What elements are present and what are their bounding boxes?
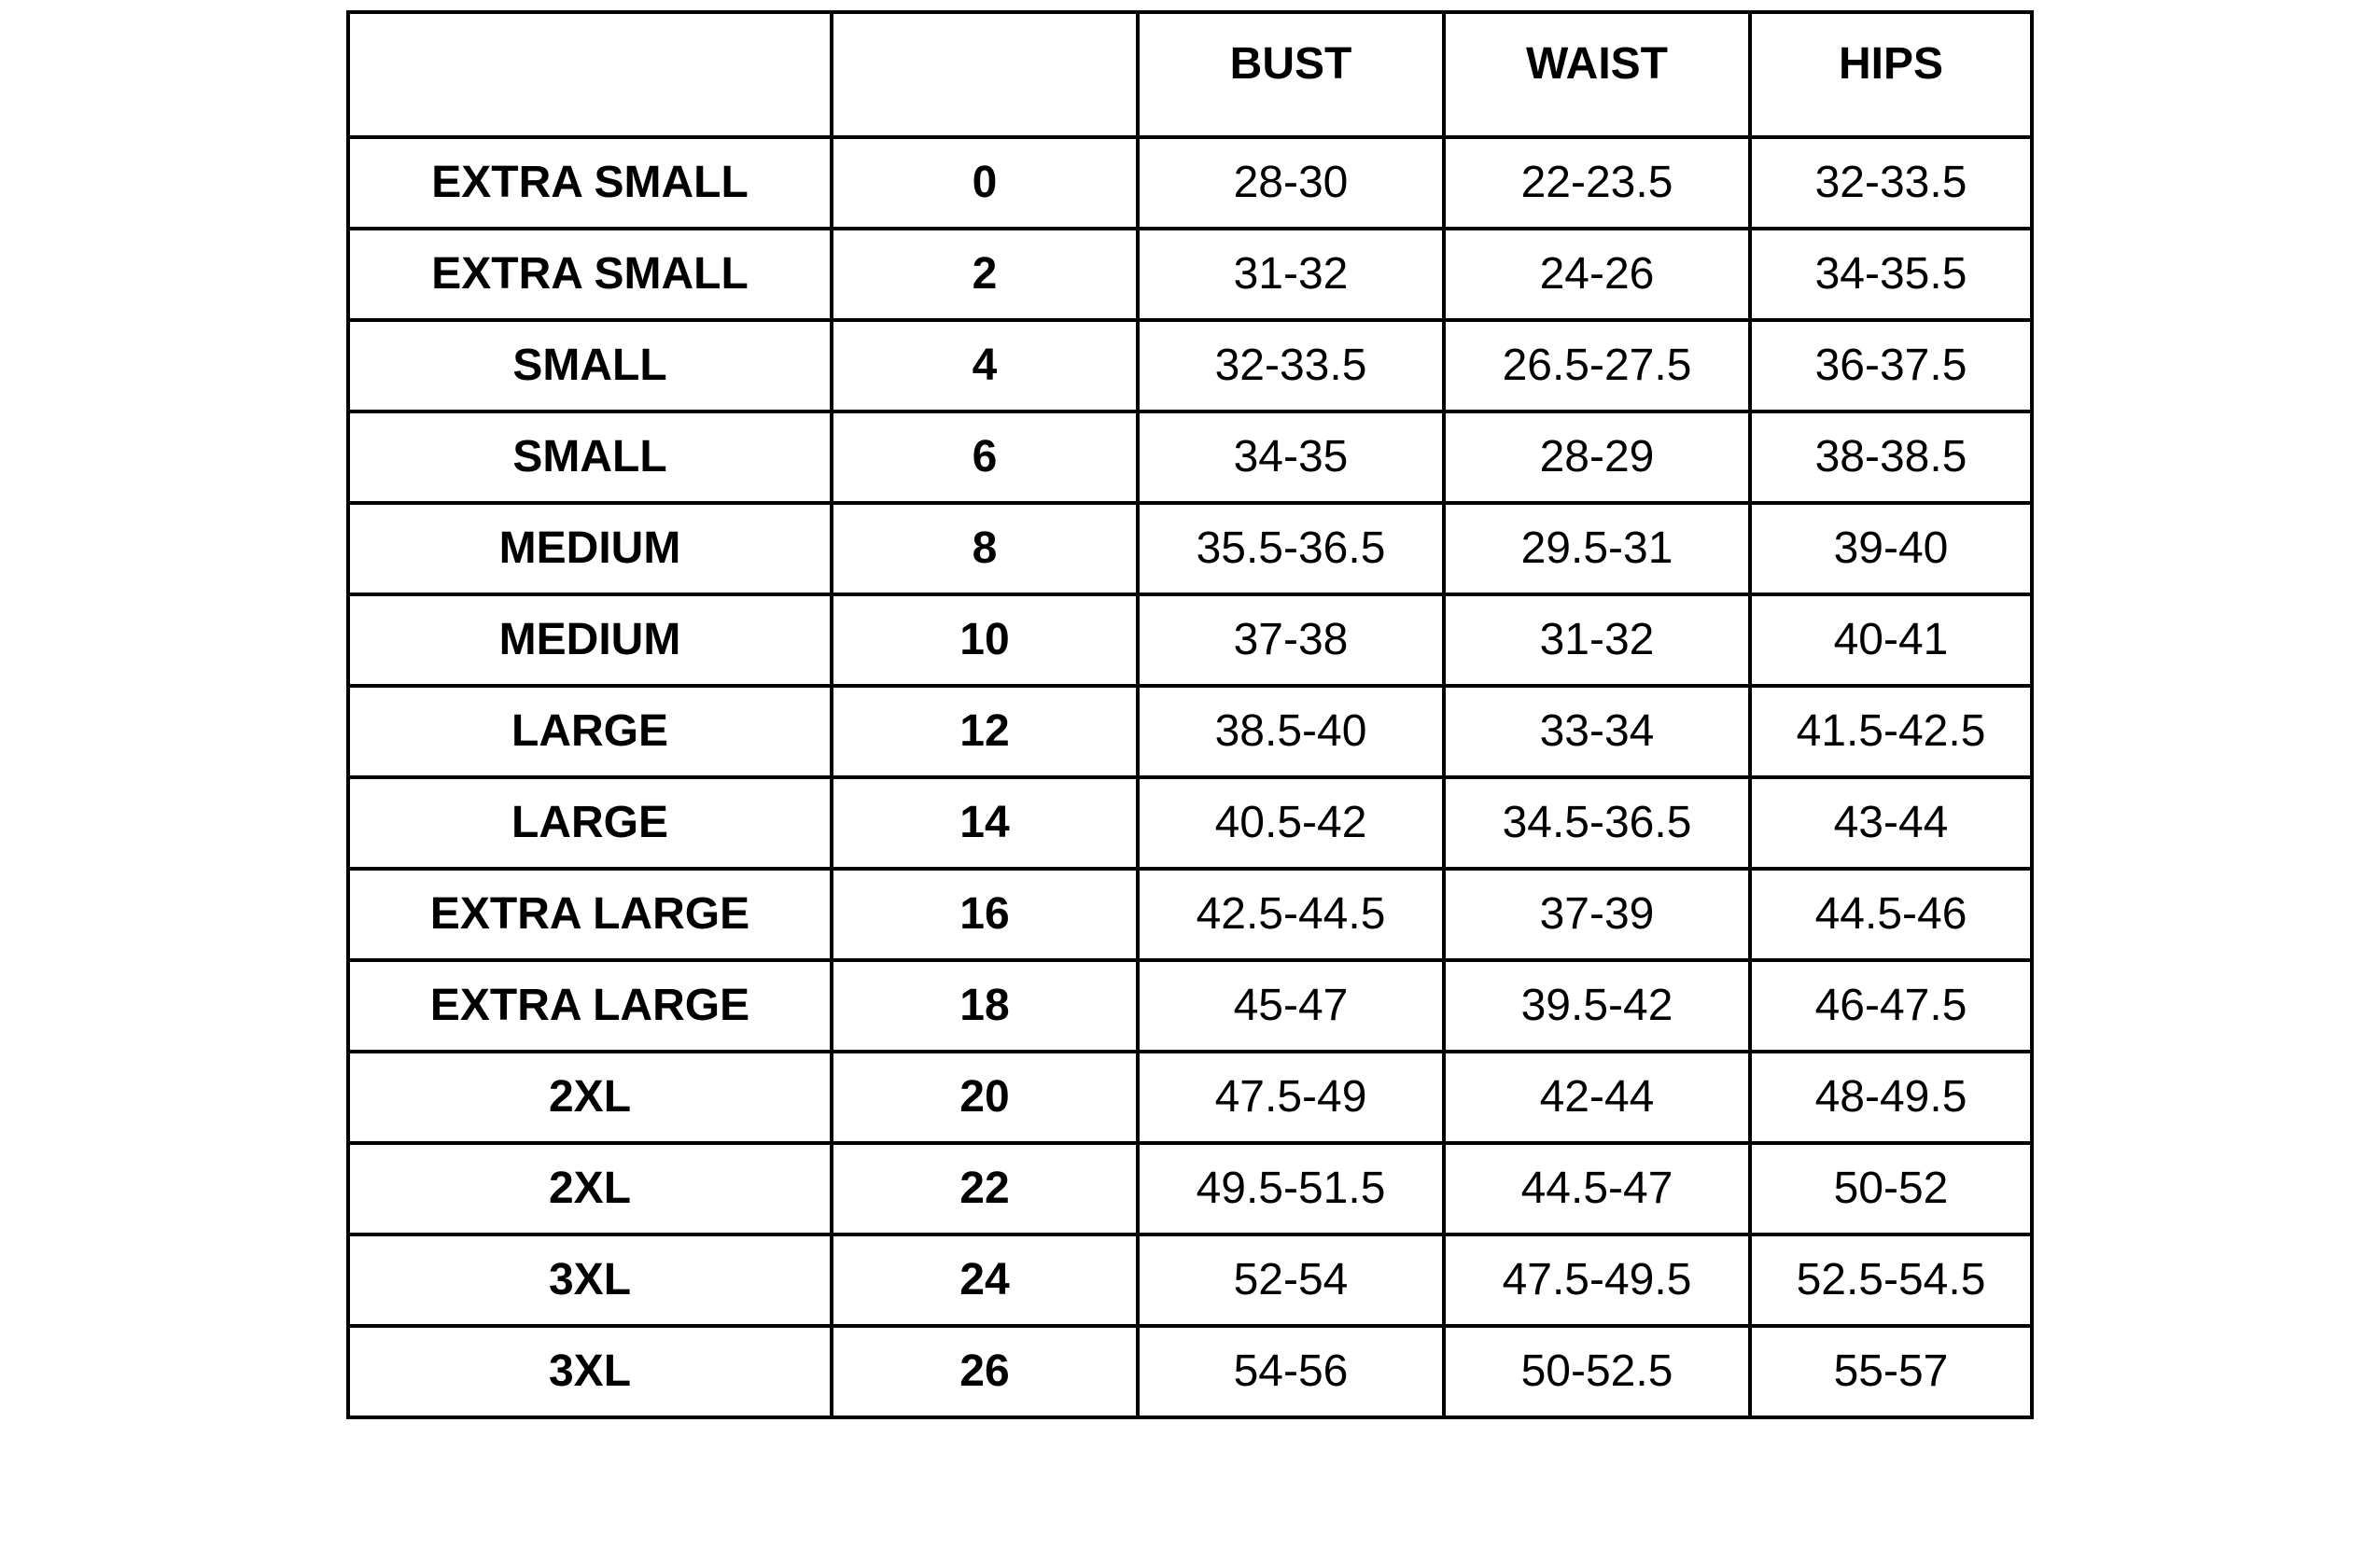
hips-cell: 44.5-46 <box>1750 869 2032 960</box>
size-name-cell: EXTRA LARGE <box>348 869 832 960</box>
size-number-cell: 22 <box>832 1143 1138 1234</box>
waist-cell: 29.5-31 <box>1444 503 1750 594</box>
hips-cell: 48-49.5 <box>1750 1052 2032 1143</box>
size-number-cell: 4 <box>832 320 1138 411</box>
bust-cell: 49.5-51.5 <box>1138 1143 1444 1234</box>
table-row <box>348 503 2032 594</box>
hips-cell: 36-37.5 <box>1750 320 2032 411</box>
waist-cell: 37-39 <box>1444 869 1750 960</box>
table-row <box>348 320 2032 411</box>
bust-cell: 38.5-40 <box>1138 686 1444 777</box>
bust-cell: 32-33.5 <box>1138 320 1444 411</box>
size-name-cell: EXTRA SMALL <box>348 229 832 320</box>
bust-cell: 42.5-44.5 <box>1138 869 1444 960</box>
size-chart-body <box>348 12 2032 1417</box>
size-number-cell: 16 <box>832 869 1138 960</box>
size-number-cell: 20 <box>832 1052 1138 1143</box>
hips-cell: 38-38.5 <box>1750 411 2032 503</box>
table-row <box>348 960 2032 1052</box>
hips-cell: 52.5-54.5 <box>1750 1234 2032 1326</box>
header-waist: WAIST <box>1444 12 1750 137</box>
table-row <box>348 1143 2032 1234</box>
size-name-cell: EXTRA SMALL <box>348 137 832 229</box>
size-name-cell: MEDIUM <box>348 503 832 594</box>
waist-cell: 31-32 <box>1444 594 1750 686</box>
bust-cell: 28-30 <box>1138 137 1444 229</box>
size-name-cell: EXTRA LARGE <box>348 960 832 1052</box>
size-number-cell: 10 <box>832 594 1138 686</box>
size-name-cell: LARGE <box>348 777 832 869</box>
bust-cell: 31-32 <box>1138 229 1444 320</box>
header-bust: BUST <box>1138 12 1444 137</box>
table-row <box>348 777 2032 869</box>
hips-cell: 41.5-42.5 <box>1750 686 2032 777</box>
bust-cell: 47.5-49 <box>1138 1052 1444 1143</box>
size-name-cell: LARGE <box>348 686 832 777</box>
size-number-cell: 0 <box>832 137 1138 229</box>
hips-cell: 55-57 <box>1750 1326 2032 1417</box>
waist-cell: 28-29 <box>1444 411 1750 503</box>
bust-cell: 52-54 <box>1138 1234 1444 1326</box>
table-row <box>348 411 2032 503</box>
table-row <box>348 229 2032 320</box>
bust-cell: 34-35 <box>1138 411 1444 503</box>
bust-cell: 37-38 <box>1138 594 1444 686</box>
size-number-cell: 12 <box>832 686 1138 777</box>
hips-cell: 34-35.5 <box>1750 229 2032 320</box>
table-row <box>348 686 2032 777</box>
waist-cell: 26.5-27.5 <box>1444 320 1750 411</box>
size-number-cell: 8 <box>832 503 1138 594</box>
size-name-cell: SMALL <box>348 320 832 411</box>
bust-cell: 45-47 <box>1138 960 1444 1052</box>
waist-cell: 39.5-42 <box>1444 960 1750 1052</box>
size-number-cell: 2 <box>832 229 1138 320</box>
table-row <box>348 137 2032 229</box>
waist-cell: 50-52.5 <box>1444 1326 1750 1417</box>
table-row <box>348 1326 2032 1417</box>
waist-cell: 44.5-47 <box>1444 1143 1750 1234</box>
bust-cell: 35.5-36.5 <box>1138 503 1444 594</box>
size-chart-table <box>346 10 2034 1419</box>
table-row <box>348 1052 2032 1143</box>
size-name-cell: 2XL <box>348 1052 832 1143</box>
hips-cell: 50-52 <box>1750 1143 2032 1234</box>
header-hips: HIPS <box>1750 12 2032 137</box>
size-number-cell: 18 <box>832 960 1138 1052</box>
header-size-name <box>348 12 832 137</box>
waist-cell: 42-44 <box>1444 1052 1750 1143</box>
waist-cell: 47.5-49.5 <box>1444 1234 1750 1326</box>
hips-cell: 32-33.5 <box>1750 137 2032 229</box>
hips-cell: 43-44 <box>1750 777 2032 869</box>
size-name-cell: 3XL <box>348 1234 832 1326</box>
size-number-cell: 26 <box>832 1326 1138 1417</box>
waist-cell: 34.5-36.5 <box>1444 777 1750 869</box>
bust-cell: 40.5-42 <box>1138 777 1444 869</box>
waist-cell: 33-34 <box>1444 686 1750 777</box>
header-size-number <box>832 12 1138 137</box>
waist-cell: 24-26 <box>1444 229 1750 320</box>
size-number-cell: 14 <box>832 777 1138 869</box>
hips-cell: 39-40 <box>1750 503 2032 594</box>
size-name-cell: 2XL <box>348 1143 832 1234</box>
bust-cell: 54-56 <box>1138 1326 1444 1417</box>
hips-cell: 46-47.5 <box>1750 960 2032 1052</box>
table-row <box>348 594 2032 686</box>
header-row <box>348 12 2032 137</box>
table-row <box>348 869 2032 960</box>
table-row <box>348 1234 2032 1326</box>
waist-cell: 22-23.5 <box>1444 137 1750 229</box>
size-number-cell: 24 <box>832 1234 1138 1326</box>
size-name-cell: SMALL <box>348 411 832 503</box>
hips-cell: 40-41 <box>1750 594 2032 686</box>
size-name-cell: MEDIUM <box>348 594 832 686</box>
size-name-cell: 3XL <box>348 1326 832 1417</box>
size-number-cell: 6 <box>832 411 1138 503</box>
